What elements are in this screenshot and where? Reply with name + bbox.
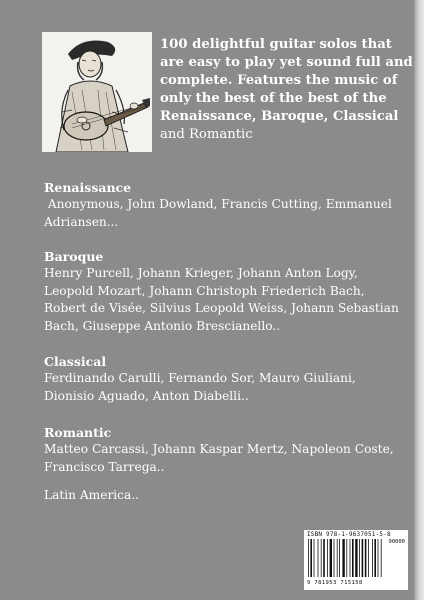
latin-america-label: Latin America.. [44, 488, 140, 502]
section-composers: Matteo Carcassi, Johann Kaspar Mertz, Napoleon Coste, Francisco Tarrega.. [44, 442, 394, 474]
section-baroque [44, 249, 404, 335]
barcode-digits: 9 781953 715158 [307, 580, 363, 586]
section-title: Renaissance [44, 180, 132, 195]
section-romantic [44, 425, 404, 476]
section-composers: Anonymous, John Dowland, Francis Cutting, Emmanuel Adriansen... [44, 197, 396, 229]
section-title: Baroque [44, 249, 104, 264]
section-renaissance [44, 180, 404, 231]
isbn-number: ISBN 978-1-9637051-5-8 [307, 531, 391, 538]
book-blurb [160, 36, 418, 144]
barcode-bars [307, 539, 405, 579]
blurb-bold-text: 100 delightful guitar solos that are easy to play yet sound full and complete. Features the music of only the best of the best of the Renaissance, Baroque, Classical [160, 37, 413, 124]
lute-player-illustration [42, 32, 152, 152]
section-classical [44, 354, 404, 405]
section-title: Classical [44, 354, 107, 369]
price-code: 90000 [388, 539, 405, 545]
blurb-plain-text: and Romantic [160, 127, 253, 142]
section-composers: Ferdinando Carulli, Fernando Sor, Mauro Giuliani, Dionisio Aguado, Anton Diabelli.. [44, 371, 356, 403]
isbn-barcode [304, 530, 408, 590]
section-composers: Henry Purcell, Johann Krieger, Johann Anton Logy, Leopold Mozart, Johann Christoph Friederich Bach, Robert de Visée, Silvius Leopold Weiss, Johann Sebastian Bach, Giuseppe Antonio Brescianello.. [44, 266, 399, 333]
section-title: Romantic [44, 425, 112, 440]
